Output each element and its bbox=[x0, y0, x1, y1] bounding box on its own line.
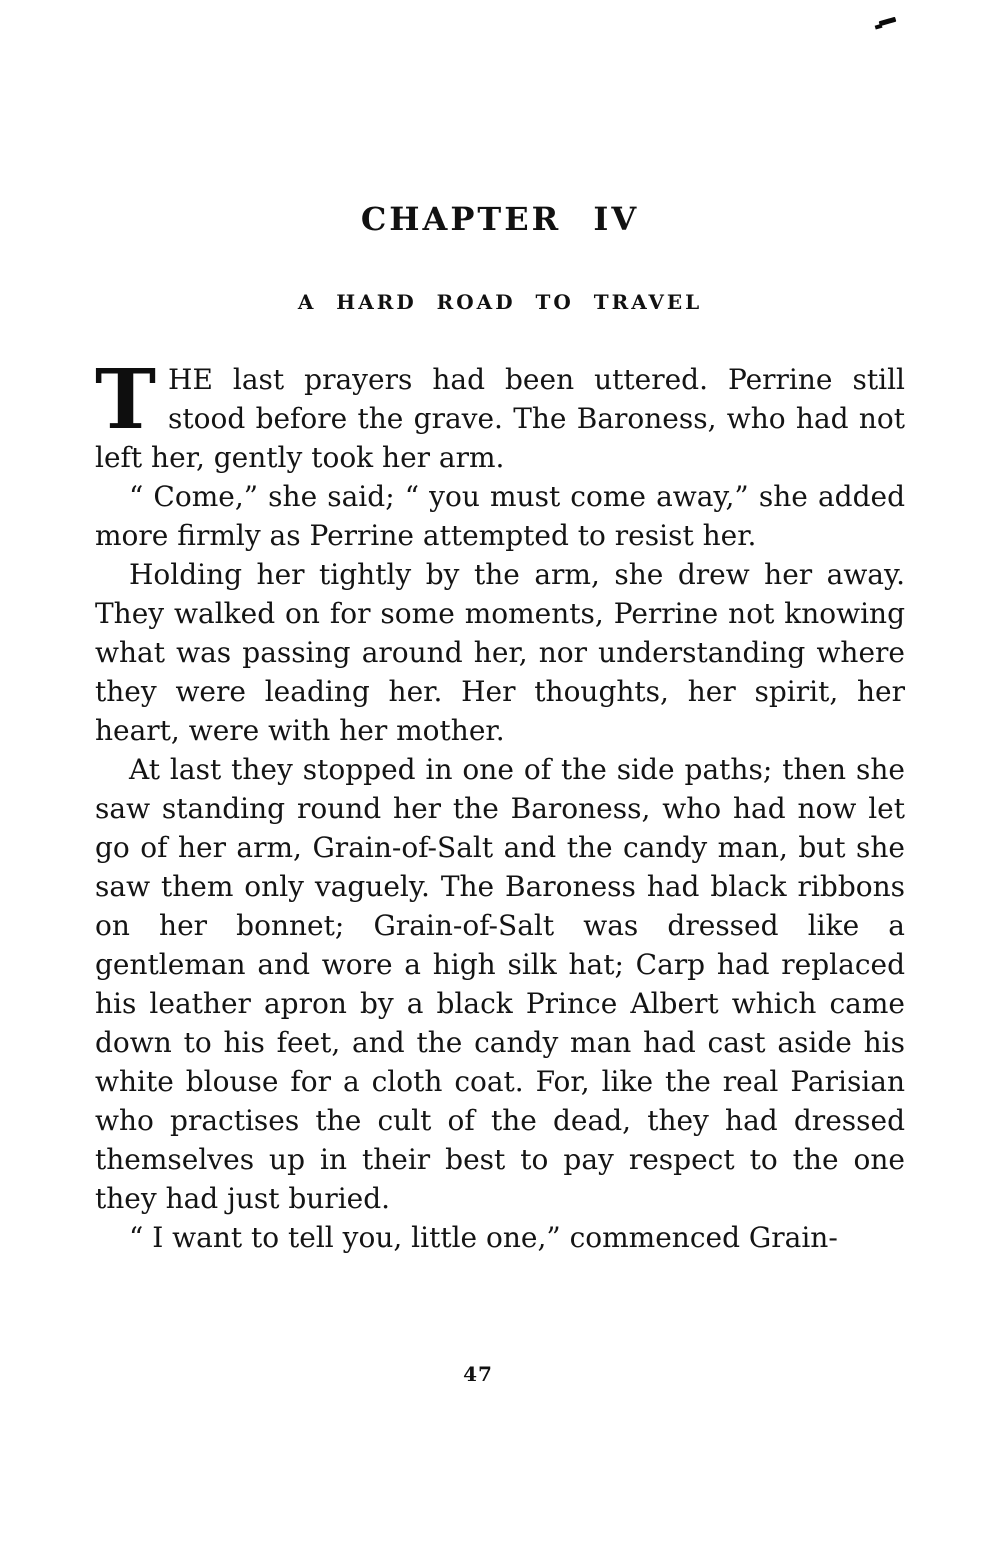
ink-speck-mark bbox=[879, 17, 897, 26]
paragraph bbox=[95, 352, 905, 477]
page-number: 47 bbox=[463, 1362, 493, 1386]
paragraph: “ Come,” she said; “ you must come away,” she added more firmly as Perrine attempted to resist her. bbox=[95, 480, 905, 552]
paragraph-text: HE last prayers had been uttered. Perrine still stood before the grave. The Baroness, who had not left her, gently took her arm. bbox=[95, 363, 905, 474]
body-text bbox=[95, 352, 905, 1257]
paragraph: Holding her tightly by the arm, she drew her away. They walked on for some moments, Perrine not knowing what was passing around her, nor understanding where they were leading her. Her thoughts, her spirit, her heart, were with her mother. bbox=[95, 558, 905, 747]
section-title: A HARD ROAD TO TRAVEL bbox=[297, 290, 703, 314]
paragraph: “ I want to tell you, little one,” commenced Grain- bbox=[129, 1221, 838, 1254]
chapter-heading: CHAPTER IV bbox=[360, 200, 640, 238]
paragraph: At last they stopped in one of the side paths; then she saw standing round her the Baroness, who had now let go of her arm, Grain-of-Salt and the candy man, but she saw them only vaguely. The Baroness had black ribbons on her bonnet; Grain-of-Salt was dressed like a gentleman and wore a high silk hat; Carp had replaced his leather apron by a black Prince Albert which came down to his feet, and the candy man had cast aside his white blouse for a cloth coat. For, like the real Parisian who practises the cult of the dead, they had dressed themselves up in their best to pay respect to the one they had just buried. bbox=[95, 753, 905, 1215]
drop-cap: T bbox=[95, 352, 157, 448]
